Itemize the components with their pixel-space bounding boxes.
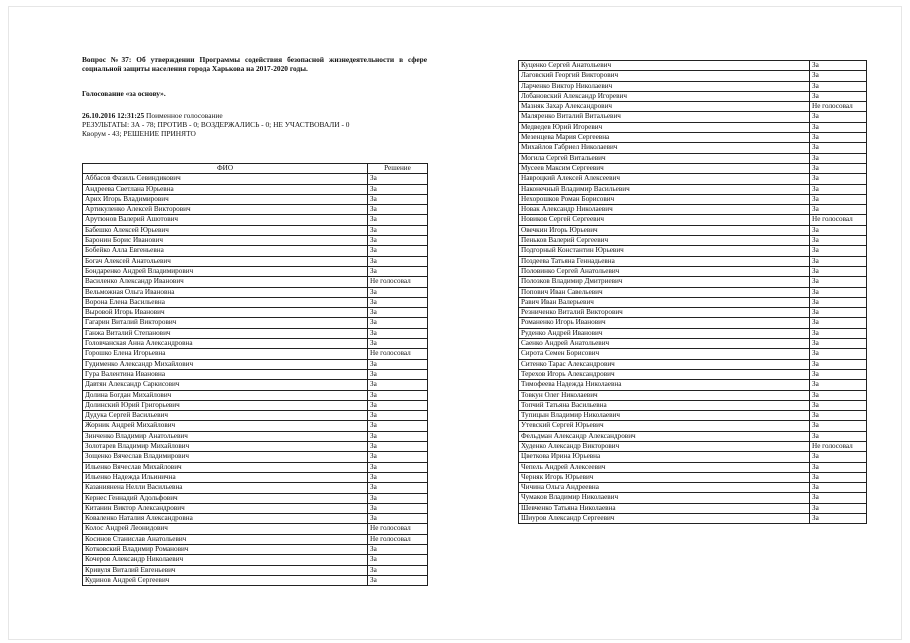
vote-decision: За [810,514,867,524]
table-row [519,308,867,318]
deputy-name: Андреева Светлана Юрьевна [83,184,368,194]
table-row [519,225,867,235]
table-row [83,297,428,307]
table-row [83,318,428,328]
vote-decision: За [810,143,867,153]
deputy-name: Горошко Елена Игорьевна [83,349,368,359]
vote-decision: За [368,411,428,421]
table-row [519,441,867,451]
vote-decision: За [810,359,867,369]
table-row [519,71,867,81]
table-row [519,503,867,513]
vote-decision: За [810,174,867,184]
deputy-name: Навроцкий Алексей Алексеевич [519,174,810,184]
deputy-name: Михайлов Габриел Николаевич [519,143,810,153]
deputy-name: Бондаренко Андрей Владимирович [83,266,368,276]
vote-decision: За [810,380,867,390]
deputy-name: Утевский Сергей Юрьевич [519,421,810,431]
vote-decision: За [810,421,867,431]
vote-decision: За [368,246,428,256]
table-row [83,565,428,575]
table-row [519,369,867,379]
table-row [519,163,867,173]
deputy-name: Новиков Сергей Сергеевич [519,215,810,225]
deputy-name: Артикуленко Алексей Викторович [83,205,368,215]
vote-decision: Не голосовал [368,277,428,287]
deputy-name: Косинов Станислав Анатольевич [83,534,368,544]
deputy-name: Головчанская Анна Александровна [83,339,368,349]
deputy-name: Ганжа Виталий Степанович [83,328,368,338]
deputy-name: Топчий Татьяна Васильевна [519,400,810,410]
table-row [519,266,867,276]
vote-decision: Не голосовал [810,441,867,451]
table-row [519,411,867,421]
table-row [83,493,428,503]
deputy-name: Шиуров Александр Сергеевич [519,514,810,524]
table-row [519,122,867,132]
deputy-name: Казаниянена Нелли Васильевна [83,483,368,493]
table-row [83,328,428,338]
vote-decision: Не голосовал [810,215,867,225]
vote-decision: Не голосовал [368,524,428,534]
vote-decision: За [368,462,428,472]
deputy-name: Черняк Игорь Юрьевич [519,472,810,482]
table-row [83,277,428,287]
deputy-name: Лобановский Александр Игоревич [519,91,810,101]
deputy-name: Тимофеева Надежда Николаевна [519,380,810,390]
table-row [83,287,428,297]
deputy-name: Чепель Андрей Алексеевич [519,462,810,472]
deputy-name: Полозков Владимир Дмитриевич [519,277,810,287]
table-row [83,256,428,266]
voting-basis: Голосование «за основу». [82,88,166,98]
vote-decision: За [810,163,867,173]
table-row [519,390,867,400]
deputy-name: Терехов Игорь Александрович [519,369,810,379]
vote-decision: Не голосовал [368,349,428,359]
table-row [83,225,428,235]
vote-decision: За [810,246,867,256]
table-row [519,514,867,524]
column-header-name: ФИО [83,164,368,174]
table-row [519,236,867,246]
table-row [83,380,428,390]
vote-decision: За [810,328,867,338]
table-row [83,544,428,554]
deputy-name: Арих Игорь Владимирович [83,194,368,204]
vote-decision: За [810,318,867,328]
vote-decision: За [810,133,867,143]
table-row [519,472,867,482]
table-row [519,91,867,101]
table-row [519,431,867,441]
vote-decision: За [368,308,428,318]
table-row [83,524,428,534]
deputy-name: Новак Александр Николаевич [519,205,810,215]
deputy-name: Богач Алексей Анатольевич [83,256,368,266]
deputy-name: Фельдман Александр Александрович [519,431,810,441]
deputy-name: Ильенко Надежда Ильинична [83,472,368,482]
vote-type: Поименное голосование [144,110,223,120]
vote-decision: За [810,431,867,441]
vote-decision: Не голосовал [368,534,428,544]
vote-quorum: Кворум - 43; РЕШЕНИЕ ПРИНЯТО [82,129,196,139]
deputy-name: Цветкова Ирина Юрьевна [519,452,810,462]
table-row [519,380,867,390]
vote-decision: За [810,472,867,482]
deputy-name: Медведев Юрий Игоревич [519,122,810,132]
deputy-name: Худенко Александр Викторович [519,441,810,451]
vote-decision: За [810,483,867,493]
vote-decision: За [810,400,867,410]
table-row [83,462,428,472]
deputy-name: Котковский Владимир Романович [83,544,368,554]
table-row [83,215,428,225]
table-row [83,266,428,276]
deputy-name: Поздеева Татьяна Геннадьевна [519,256,810,266]
vote-decision: За [810,71,867,81]
deputy-name: Дудука Сергей Васильевич [83,411,368,421]
vote-decision: За [368,225,428,235]
table-row [519,328,867,338]
table-row [519,246,867,256]
table-row [519,421,867,431]
table-row [83,452,428,462]
table-row [519,102,867,112]
vote-decision: За [368,483,428,493]
table-row [83,421,428,431]
deputy-name: Кудинов Андрей Сергеевич [83,575,368,585]
vote-decision: За [368,472,428,482]
table-row [83,246,428,256]
vote-decision: Не голосовал [810,102,867,112]
table-row [519,297,867,307]
deputy-name: Колос Андрей Леонидович [83,524,368,534]
vote-decision: За [810,205,867,215]
deputy-name: Саенко Андрей Анатольевич [519,339,810,349]
vote-table-right [518,60,867,524]
table-row [83,534,428,544]
vote-table-left [82,163,428,586]
vote-decision: За [368,359,428,369]
vote-decision: За [810,308,867,318]
deputy-name: Ворона Елена Васильевна [83,297,368,307]
deputy-name: Долинский Юрий Григорьевич [83,400,368,410]
deputy-name: Могила Сергей Витальевич [519,153,810,163]
vote-decision: За [810,462,867,472]
table-row [83,194,428,204]
deputy-name: Лаговский Георгий Викторович [519,71,810,81]
vote-decision: За [810,349,867,359]
vote-decision: За [368,544,428,554]
vote-decision: За [368,184,428,194]
table-row [83,339,428,349]
deputy-name: Василенко Александр Иванович [83,277,368,287]
deputy-name: Выровой Игорь Иванович [83,308,368,318]
vote-decision: За [368,339,428,349]
table-row [519,287,867,297]
vote-decision: За [810,194,867,204]
table-row [519,215,867,225]
table-row [83,184,428,194]
vote-decision: За [368,287,428,297]
vote-decision: За [368,297,428,307]
table-row [83,359,428,369]
vote-decision: За [368,442,428,452]
vote-decision: За [368,266,428,276]
table-row [519,133,867,143]
vote-decision: За [368,236,428,246]
deputy-name: Баронин Борис Иванович [83,236,368,246]
vote-decision: За [810,256,867,266]
table-row [519,112,867,122]
table-row [83,390,428,400]
deputy-name: Гудименко Александр Михайлович [83,359,368,369]
deputy-name: Ситенко Тарас Александрович [519,359,810,369]
table-row [519,277,867,287]
table-row [519,359,867,369]
vote-decision: За [368,390,428,400]
vote-decision: За [368,400,428,410]
deputy-name: Чумаков Владимир Николаевич [519,493,810,503]
table-row [83,349,428,359]
deputy-name: Половинко Сергей Анатольевич [519,266,810,276]
deputy-name: Руденко Андрей Иванович [519,328,810,338]
vote-decision: За [810,122,867,132]
document-header [82,55,427,139]
deputy-name: Коваленко Наталия Александровна [83,514,368,524]
deputy-name: Ларченко Виктор Николаевич [519,81,810,91]
deputy-name: Ильенко Вячеслав Михайлович [83,462,368,472]
vote-decision: За [368,215,428,225]
deputy-name: Кернес Геннадий Адольфович [83,493,368,503]
table-row [519,400,867,410]
table-row [83,308,428,318]
deputy-name: Наконечный Владимир Васильевич [519,184,810,194]
vote-decision: За [368,205,428,215]
deputy-name: Чичина Ольга Андреевна [519,483,810,493]
question-title: Вопрос №37: Об утверждении Программы содействия безопасной жизнедеятельности в сфере социальной защиты населения города Харькова на 2017-2020 годы. [82,55,427,74]
deputy-name: Давтян Александр Саркисович [83,380,368,390]
vote-decision: За [368,575,428,585]
vote-results: РЕЗУЛЬТАТЫ: ЗА - 78; ПРОТИВ - 0; ВОЗДЕРЖАЛИСЬ - 0; НЕ УЧАСТВОВАЛИ - 0 [82,120,350,130]
vote-decision: За [368,256,428,266]
deputy-name: Зинченко Владимир Анатольевич [83,431,368,441]
vote-datetime-line [82,111,427,120]
deputy-name: Мезенцева Мария Сергеевна [519,133,810,143]
table-row [519,153,867,163]
table-row [519,194,867,204]
vote-decision: За [810,81,867,91]
table-header-row [83,164,428,174]
deputy-name: Бабешко Алексей Юрьевич [83,225,368,235]
table-row [83,575,428,585]
table-row [83,483,428,493]
table-row [83,514,428,524]
deputy-name: Сирота Семен Борисович [519,349,810,359]
table-row [519,205,867,215]
vote-decision: За [810,493,867,503]
deputy-name: Кочеров Александр Николаевич [83,555,368,565]
deputy-name: Овечкин Игорь Юрьевич [519,225,810,235]
table-row [83,555,428,565]
deputy-name: Нехорошков Роман Борисович [519,194,810,204]
table-row [83,411,428,421]
table-row [519,174,867,184]
deputy-name: Бобейко Алла Евгеньевна [83,246,368,256]
deputy-name: Мусеев Максим Сергеевич [519,163,810,173]
vote-decision: За [368,452,428,462]
table-row [519,256,867,266]
deputy-name: Резниченко Виталий Викторович [519,308,810,318]
deputy-name: Кривуля Виталий Евгеньевич [83,565,368,575]
deputy-name: Золотарев Владимир Михайлович [83,442,368,452]
vote-decision: За [810,503,867,513]
vote-decision: За [368,555,428,565]
vote-decision: За [368,380,428,390]
vote-decision: За [368,493,428,503]
table-row [83,431,428,441]
vote-decision: За [810,184,867,194]
deputy-name: Арутюнов Валерий Ашотович [83,215,368,225]
deputy-name: Зощенко Вячеслав Владимирович [83,452,368,462]
table-row [83,400,428,410]
vote-decision: За [810,266,867,276]
vote-decision: За [368,421,428,431]
vote-decision: За [810,112,867,122]
table-row [519,143,867,153]
vote-decision: За [368,328,428,338]
vote-decision: За [368,194,428,204]
table-row [519,61,867,71]
deputy-name: Шевченко Татьяна Николаевна [519,503,810,513]
table-row [519,462,867,472]
vote-datetime: 26.10.2016 12:31:25 [82,110,145,120]
table-row [83,205,428,215]
deputy-name: Пеньков Валерий Сергеевич [519,236,810,246]
vote-decision: За [810,91,867,101]
deputy-name: Долина Богдан Михайлович [83,390,368,400]
deputy-name: Тупицын Владимир Николаевич [519,411,810,421]
table-row [83,174,428,184]
table-row [83,236,428,246]
table-row [83,503,428,513]
table-row [83,472,428,482]
column-header-decision: Решение [368,164,428,174]
deputy-name: Гагарин Виталий Викторович [83,318,368,328]
vote-decision: За [368,565,428,575]
table-row [519,339,867,349]
table-row [83,442,428,452]
vote-decision: За [810,153,867,163]
vote-decision: За [810,225,867,235]
deputy-name: Равич Иван Валерьевич [519,297,810,307]
deputy-name: Мазняк Захар Александрович [519,102,810,112]
deputy-name: Китанин Виктор Александрович [83,503,368,513]
table-row [519,452,867,462]
vote-decision: За [810,297,867,307]
deputy-name: Гура Валентина Ивановна [83,369,368,379]
vote-decision: За [368,503,428,513]
deputy-name: Романенко Игорь Иванович [519,318,810,328]
vote-decision: За [810,452,867,462]
deputy-name: Маляренко Виталий Витальевич [519,112,810,122]
table-row [519,81,867,91]
table-row [519,349,867,359]
table-row [519,184,867,194]
deputy-name: Куценко Сергей Анатольевич [519,61,810,71]
deputy-name: Попович Иван Савельевич [519,287,810,297]
vote-decision: За [810,411,867,421]
vote-decision: За [368,431,428,441]
vote-decision: За [368,369,428,379]
table-row [519,318,867,328]
vote-decision: За [810,277,867,287]
vote-decision: За [810,339,867,349]
vote-decision: За [810,390,867,400]
vote-decision: За [810,61,867,71]
vote-decision: За [368,514,428,524]
deputy-name: Аббасов Фазиль Севиндикович [83,174,368,184]
deputy-name: Подгорный Константин Юрьевич [519,246,810,256]
vote-decision: За [368,318,428,328]
vote-decision: За [810,287,867,297]
deputy-name: Вельможная Ольга Ивановна [83,287,368,297]
table-row [519,493,867,503]
table-row [83,369,428,379]
vote-decision: За [810,236,867,246]
vote-decision: За [810,369,867,379]
vote-decision: За [368,174,428,184]
table-row [519,483,867,493]
deputy-name: Жорник Андрей Михайлович [83,421,368,431]
deputy-name: Товкун Олег Николаевич [519,390,810,400]
